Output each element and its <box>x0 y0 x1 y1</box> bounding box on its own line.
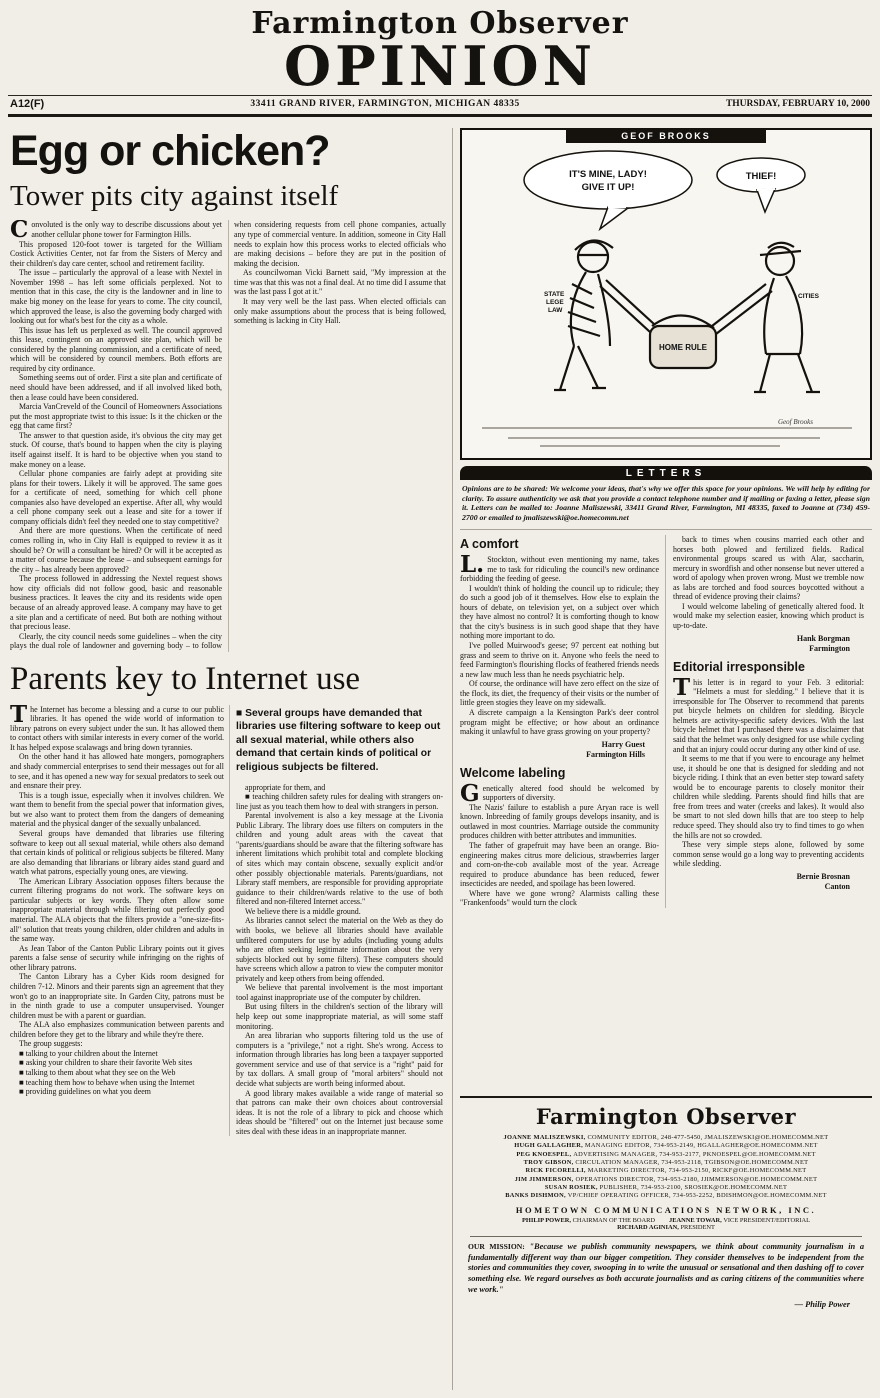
staff-line: BANKS DISHMON, VP/CHIEF OPERATING OFFICER, 734-953-2252, BDISHMON@OE.HOMECOMM.NET <box>505 1192 827 1200</box>
paragraph: A discrete campaign a la Kensington Park's deer control program might be effective; or how about an ordinance making it unlawful to have grass growing on your property? <box>460 707 659 737</box>
paragraph: As Jean Tabor of the Canton Public Library points out it gives parents a false sense of security while infringing on the rights of other library patrons. <box>10 943 224 972</box>
officer: JEANNE TOWAR, VICE PRESIDENT/EDITORIAL <box>669 1216 810 1224</box>
staff-box-rule <box>470 1236 862 1237</box>
letters-section <box>460 466 872 908</box>
staff-box-masthead: Farmington Observer <box>535 1104 797 1129</box>
issue-date: THURSDAY, FEBRUARY 10, 2000 <box>725 99 870 109</box>
paragraph: As libraries cannot select the material on the Web as they do with books, we believe all libraries should have available unfiltered computers for use by adults (including young adults who are often seeking legitimate information about the very subjects blocked out by some filters). These computers should have screens which allow a patron to view the computer monitor privately and keep others from being offended. <box>236 916 443 983</box>
paragraph: ■ asking your children to share their favorite Web sites <box>19 1058 193 1068</box>
paragraph: Of course, the ordinance will have zero effect on the size of the flock, its diet, the frequency of their visits or the number of little green stogies they leave on my sidewalk. <box>460 679 659 708</box>
staff-list <box>468 1134 864 1201</box>
mission-signature: — Philip Power <box>794 1300 850 1310</box>
network-name: HOMETOWN COMMUNICATIONS NETWORK, INC. <box>515 1204 817 1215</box>
paragraph: Where have we gone wrong? Alarmists calling these "Frankenfoods" would turn the clock <box>460 888 659 908</box>
officers-line <box>468 1217 864 1231</box>
editorial-subheadline: Tower pits city against itself <box>10 180 339 212</box>
paragraph: Parental involvement is also a key message at the Livonia Public Library. The library does use filters on computers in the children and young adult areas with the caveat that "parents/guardians should be aware that the filtering software has inherent limitations which prohibit total and complete blocking of sites which may contain obscene, sexually explicit and/or other possibly objectionable materials. Parents/guardians, not Library staff members, are responsible for providing appropriate guidance to their children/wards relative to the use of both filtered and non-filtered Internet access." <box>236 811 443 907</box>
svg-text:LAW: LAW <box>548 307 563 314</box>
paragraph: The ALA also emphasizes communication between parents and children before they get to the library and while they're there. <box>10 1020 224 1039</box>
letters-intro <box>460 480 872 530</box>
svg-text:LEGE: LEGE <box>546 299 564 306</box>
page-header <box>0 0 880 117</box>
svg-text:IT'S MINE, LADY!: IT'S MINE, LADY! <box>569 169 647 180</box>
paragraph: The father of grapefruit may have been an orange. Bio-engineering makes citrus more delicious, strawberries larger and corn-on-the-cob available most of the year. Acreage required to produce abundance has been reduced, fewer insecticides are needed, and spoilage has been lowered. <box>460 841 659 889</box>
paragraph: The American Library Association opposes filters because the current filtering programs do not work. The software keys on particular subjects or key words. They often allow some inappropriate material through while filtering out perfectly good material. The ALA objects that the filters provide a "one-size-fits-all" solution that treats young children, older children and adults in the same way. <box>10 876 224 944</box>
letter-body-editorial-irresponsible <box>673 673 864 869</box>
internet-article-columns <box>10 700 446 1137</box>
letters-column-1 <box>460 535 659 908</box>
masthead-staff-box <box>460 1096 872 1392</box>
internet-article-column-2 <box>229 705 443 1137</box>
letter-body-a-comfort <box>460 550 659 737</box>
internet-article <box>10 662 446 1136</box>
staff-line: JIM JIMMERSON, OPERATIONS DIRECTOR, 734-953-2180, JJIMMERSON@OE.HOMECOMM.NET <box>514 1175 818 1183</box>
paragraph: The answer to that question aside, it's obvious the city may get stuck. Of course, that's bound to happen when the city is playing itself against itself. It is hard to be objective when you stand to make money on a lease. <box>10 430 222 469</box>
page-number: A12(F) <box>10 98 45 110</box>
paragraph: But using filters in the children's section of the library will help keep out some inappropriate material, as will some staff monitoring. <box>236 1002 443 1031</box>
internet-article-headline: Parents key to Internet use <box>10 661 361 697</box>
paragraph: ■ teaching children safety rules for dealing with strangers on-line just as you teach them how to deal with strangers in person. <box>236 792 443 811</box>
paragraph: The group suggests: <box>19 1039 83 1049</box>
editorial-body <box>10 220 446 652</box>
paragraph: Convoluted is the only way to describe discussions about yet another cellular phone tower for Farmington Hills. <box>10 220 222 244</box>
header-info-row <box>0 96 880 112</box>
lady-label: CITIES <box>798 293 819 300</box>
paragraph: back to times when cousins married each other and horses both plowed and fertilized fields. Radical environmental groups scared us with Alar, saccharin, mercury in swordfish and other nonsense but never uttered a word of apology when proven wrong. Must we tremble now as labs are torched and food sources boycotted without a thread of evidence proving their claims? <box>673 534 864 602</box>
letter-signature: Bernie Brosnan Canton <box>796 871 850 891</box>
svg-text:THIEF!: THIEF! <box>745 171 777 182</box>
cartoonist-credit: GEOF BROOKS <box>621 131 711 141</box>
officer: PHILIP POWER, CHAIRMAN OF THE BOARD <box>521 1216 656 1224</box>
mission-statement <box>468 1242 864 1297</box>
paragraph: The issue – particularly the approval of a lease with Nextel in November 1998 – has left some officials perplexed. Not to mention that in this case, the city is the landowner and in line to make big money on the lease for years to come. The city council, which approved the lease, is also the governing body charged with looking out for what's best for the city as a whole. <box>10 268 222 326</box>
paragraph: Clearly, the city council needs some guidelines – when the city plays the dual role of landowner and governing body – to follow when considering requests from cell phone companies, actually any type of commercial venture. In addition, someone in City Hall needs to explain how this process works to elected officials who are making decisions – before they are put in the position of making the decision. <box>10 220 446 651</box>
paragraph: I would welcome labeling of genetically altered food. It would make my selection easier, knowing which product is up-to-date. <box>673 601 864 630</box>
robber-label: STATE <box>544 291 565 298</box>
newspaper-masthead: Farmington Observer <box>251 6 629 41</box>
cartoon-signature: Geof Brooks <box>778 418 813 426</box>
mission-lead: OUR MISSION: <box>468 1241 525 1251</box>
paragraph: We believe that parental involvement is the most important tool against inappropriate use of the computer by children. <box>236 983 443 1002</box>
paragraph: I wouldn't think of holding the council up to ridicule; they do such a good job of it themselves. How else to explain the hours of debate, on television yet, on a subject over which they have almost no control? It is comforting though to know that the city's business is in such good shape that they have nothing more important to do. <box>460 583 659 641</box>
letter-signature: Hank Borgman Farmington <box>796 633 850 653</box>
paragraph: The Canton Library has a Cyber Kids room designed for children 7-12. Minors and their parents sign an agreement that they won't go to an inappropriate site. In Garden City, patrons must be in the ninth grade to use a computer unsupervised. Younger children must be with a parent or guardian. <box>10 972 224 1020</box>
paragraph: An area librarian who supports filtering told us the use of computers is a "privilege," not a right. She's wrong. Access to information through libraries has long been a taxpayer supported government service and use of that service is a "right" paid for by tax dollars. A small group of "moral arbiters" should not decide what subjects are worth being informed about. <box>236 1031 443 1088</box>
paragraph: On the other hand it has allowed hate mongers, pornographers and shady commercial enterprises to send their messages out for all to see, and it has opened a new way for sexual predators to seek out and ensnare their prey. <box>10 752 224 791</box>
staff-line: HUGH GALLAGHER, MANAGING EDITOR, 734-953-2149, HGALLAGHER@OE.HOMECOMM.NET <box>514 1142 818 1150</box>
pull-quote: ■ Several groups have demanded that libraries use filtering software to keep out all sexual material, while others also demand that certain kinds of political or religious subjects be filtered. <box>236 707 441 773</box>
column-divider <box>452 128 453 1390</box>
staff-line: RICK FICORELLI, MARKETING DIRECTOR, 734-953-2150, RICKF@OE.HOMECOMM.NET <box>525 1167 807 1175</box>
paragraph: ■ talking to them about what they see on the Web <box>19 1068 176 1078</box>
paragraph: Marcia VanCreveld of the Council of Homeowners Associations put the most appropriate twist to this issue: Is it the chicken or the egg that came first? <box>10 402 222 431</box>
paragraph: This proposed 120-foot tower is targeted for the William Costick Activities Center, not far from the Sisters of Mercy and their children's day care center, school and retirement facility. <box>10 239 222 268</box>
paragraph: The process followed in addressing the Nextel request shows how city officials did not follow good, basic and reasonable business practices. It leaves the city and its residents wide open because of an already approved lease. A company may have to get a site plan and a certificate of need. But both are nothing without that precious lease. <box>10 574 222 632</box>
header-rule-thick <box>8 114 872 117</box>
letter-title-a-comfort: A comfort <box>460 536 519 551</box>
paragraph: ■ talking to your children about the Internet <box>19 1048 158 1058</box>
cartoon-drawing <box>460 128 872 460</box>
paragraph: ■ providing guidelines on what you deem <box>19 1087 151 1097</box>
paragraph: The Internet has become a blessing and a curse to our public libraries. It has opened the wide world of information to library patrons on every subject under the sun. It has allowed them to contact others with similar interests in every corner of the world. It has helped expose scalawags and bring down tyrannies. <box>10 700 224 752</box>
internet-article-column-1 <box>10 700 224 1137</box>
editorial-article <box>10 127 446 652</box>
paragraph: ■ teaching them how to behave when using the Internet <box>19 1077 195 1087</box>
letter-signature: Harry Guest Farmington Hills <box>586 739 645 759</box>
letters-header-label: LETTERS <box>625 467 707 479</box>
letters-column-2 <box>665 535 864 908</box>
paragraph: The Nazis' failure to establish a pure Aryan race is well known. Inbreeding of family groups develops insanity, and is outlawed in most countries. Marriage outside the community produces children with better attributes and immunities. <box>460 802 659 841</box>
letter-title-welcome-labeling: Welcome labeling <box>460 765 566 780</box>
paragraph: And there are more questions. When the certificate of need comes rolling in, who in City Hall is equipped to review it as it should be? Or will a consultant be hired? Or will it be accepted as a matter of course because the lease – and subsequent earnings for the city – has already been approved? <box>10 526 222 574</box>
letter-body-welcome-labeling <box>460 779 659 908</box>
section-title: OPINION <box>284 34 596 98</box>
paragraph: These very simple steps alone, followed by some common sense would go a long way to preventing accidents while sledding. <box>673 840 864 869</box>
paragraph: Something seems out of order. First a site plan and certificate of need should have been addressed, and if all involved liked both, then a lease could have been considered. <box>10 373 222 402</box>
internet-article-column-2-body <box>236 783 443 1137</box>
staff-line: JOANNE MALISZEWSKI, COMMUNITY EDITOR, 248-477-5450, JMALISZEWSKI@OE.HOMECOMM.NET <box>503 1134 829 1141</box>
newspaper-address: 33411 GRAND RIVER, FARMINGTON, MICHIGAN 48335 <box>250 99 520 109</box>
paragraph: This letter is in regard to your Feb. 3 editorial: "Helmets a must for sledding." I believe that it is irresponsible for The Observer to recommend that parents put bicycle helmets on children for sledding. Bicycle helmets are activity-specific safety devices. With the last bicycle helmet that I purchased there was a disclaimer that said that the helmet was only designed for use while cycling and that an injury could occur during any other kind of use. <box>673 673 864 754</box>
paragraph: I've polled Muirwood's geese; 97 percent eat nothing but grass and seem to thrive on it. Anyone who feels the need to feed Farmington's flourishing flocks of feathered friends needs a new law much less than he needs psychiatric help. <box>460 641 659 679</box>
paragraph: It seems to me that if you were to encourage any helmet use, it should be one that is designed for sledding and not bicycle riding. I think that an even better step toward safety would be to encourage parents to closely monitor their children while sledding. Parents should find hills that are free from trees and water (creeks and lakes). It would also be smart to not sled down hills that are too steep to help reduce speed. They should also try to find times to go when the hills are not so crowded. <box>673 754 864 840</box>
paragraph: Genetically altered food should be welcomed by supporters of diversity. <box>460 779 659 807</box>
paragraph: We believe there is a middle ground. <box>245 906 361 916</box>
letters-intro-lead: Opinions are to be shared: <box>462 484 548 493</box>
letters-header <box>460 466 872 480</box>
paragraph: Several groups have demanded that libraries use filtering software to keep out all sexual material, while others also demand that certain kinds of political or religious subjects be filtered. Many are also demanding that librarians or library aides stand guard and watch what patrons, especially young ones, are viewing. <box>10 828 224 877</box>
paragraph: A good library makes available a wide range of material so that patrons can make their own choices about controversial ideas. It is not the role of a library to pick and choose which ideas should be "filtered" out on the Internet just because some sites deal with these ideas in an inappropriate manner. <box>236 1088 443 1136</box>
letter-title-editorial-irresponsible: Editorial irresponsible <box>673 659 805 674</box>
editorial-cartoon <box>460 128 872 465</box>
staff-line: SUSAN ROSIEK, PUBLISHER, 734-953-2100, SROSIEK@OE.HOMECOMM.NET <box>544 1183 788 1191</box>
paragraph: As councilwoman Vicki Barnett said, "My impression at the time was that this was not a final deal. At no time did I assume that was the last pass I got at it." <box>234 268 446 297</box>
letters-intro-text: We welcome your ideas, that's why we offer this space for your opinions. We will help by editing for clarity. To assure authenticity we ask that you provide a contact telephone number and if mailing or faxing a letter, please sign it. Letters can be mailed to: Joanne Maliszewski, 33411 Grand River, Farmington, MI 48335, faxed to Joanne at (734) 459-2700 or emailed to jmaliszewski@oe.homecomm.net <box>462 484 870 523</box>
staff-line: PEG KNOESPEL, ADVERTISING MANAGER, 734-953-2177, PKNOESPEL@OE.HOMECOMM.NET <box>516 1150 816 1158</box>
paragraph: appropriate for them, and <box>245 782 326 792</box>
svg-text:GIVE IT UP!: GIVE IT UP! <box>581 182 635 193</box>
mission-text: "Because we publish community newspapers, we think about community journalism in a fundamentally different way than our bigger competition. They consider themselves to be independent from the stories and communities they cover, swooping in to write the unusual or sensational and then dashing off to cover something else. We regard ourselves as both accurate journalists and as caring citizens of the communities where we work." <box>468 1241 865 1295</box>
staff-line: TROY GIBSON, CIRCULATION MANAGER, 734-953-2118, TGIBSON@OE.HOMECOMM.NET <box>523 1158 809 1166</box>
paragraph: Cellular phone companies are fairly adept at providing site plans for their towers. Likely it will be approved. The same goes for a certificate of need, something for which cell phone companies also have developed an expertise. After all, why would a cell phone company seek out a lease and site for a tower if company officials didn't feel they needed one to stay competitive? <box>10 469 222 526</box>
paragraph: This is a tough issue, especially when it involves children. We want them to benefit from the special power that information gives, but we also want to protect them from the dangers of demeaning material and the physical danger of the sexually unbalanced. <box>10 790 224 829</box>
paragraph: This issue has left us perplexed as well. The council approved this lease, contingent on an approved site plan, which will be considered by the planning commission, and a certificate of need, which will be considered by council members. Both efforts are required by city ordinance. <box>10 325 222 373</box>
letters-columns <box>460 535 872 908</box>
letter-body-welcome-labeling-continued <box>673 535 864 631</box>
paragraph: It may very well be the last pass. When elected officials can only make assumptions about the process that is being followed, something is lacking in City Hall. <box>234 296 446 326</box>
editorial-headline: Egg or chicken? <box>10 127 330 175</box>
svg-text:HOME RULE: HOME RULE <box>659 343 707 352</box>
officer: RICHARD AGINIAN, PRESIDENT <box>617 1223 715 1231</box>
paragraph: L.Stockton, without even mentioning my name, takes me to task for ridiculing the council's new ordinance forbidding the feeding of geese. <box>460 550 659 584</box>
